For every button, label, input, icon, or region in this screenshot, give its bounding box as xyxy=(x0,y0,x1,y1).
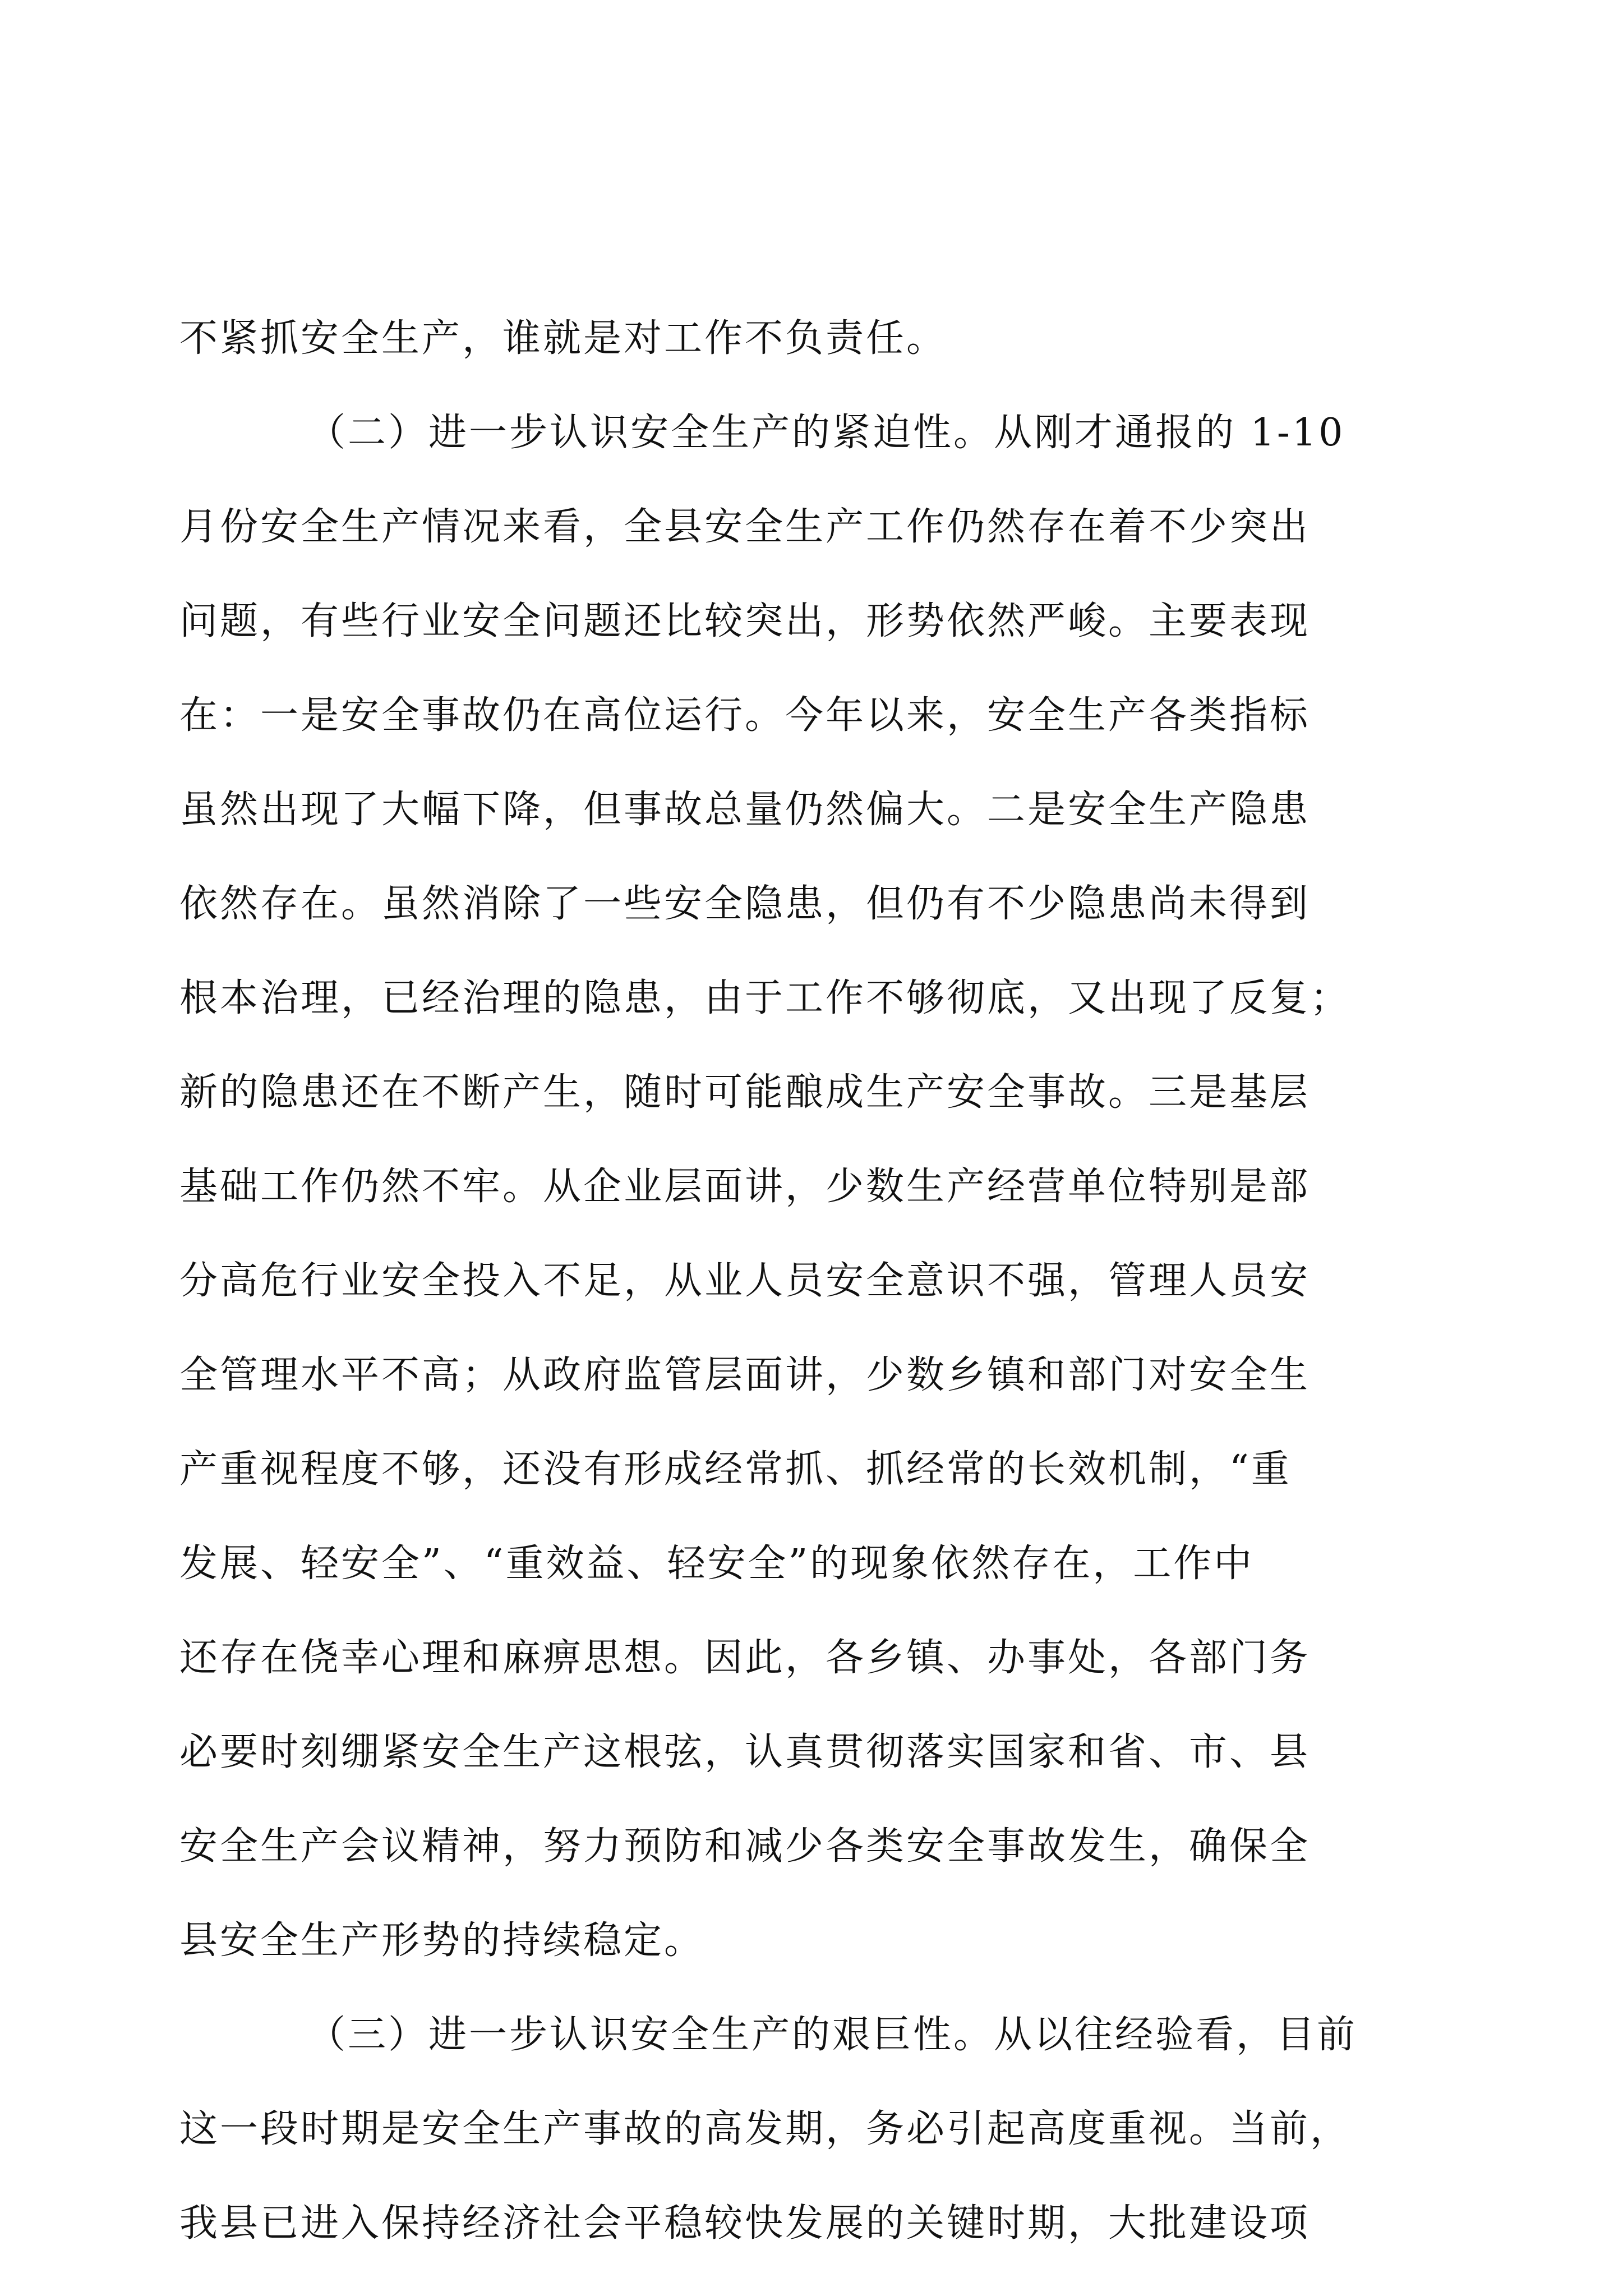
text-line-5: 在：一是安全事故仍在高位运行。今年以来，安全生产各类指标 xyxy=(179,693,1311,738)
text-line-17: 安全生产会议精神，努力预防和减少各类安全事故发生，确保全 xyxy=(179,1824,1311,1869)
text-line-20: 这一段时期是安全生产事故的高发期，务必引起高度重视。当前， xyxy=(179,2107,1351,2151)
text-line-7: 依然存在。虽然消除了一些安全隐患，但仍有不少隐患尚未得到 xyxy=(179,882,1311,926)
text-line-11: 分高危行业安全投入不足，从业人员安全意识不强，管理人员安 xyxy=(179,1259,1311,1303)
text-line-6: 虽然出现了大幅下降，但事故总量仍然偏大。二是安全生产隐患 xyxy=(179,788,1311,832)
text-line-15: 还存在侥幸心理和麻痹思想。因此，各乡镇、办事处，各部门务 xyxy=(179,1636,1311,1680)
text-line-1: 不紧抓安全生产，谁就是对工作不负责任。 xyxy=(179,316,947,361)
text-line-8: 根本治理，已经治理的隐患，由于工作不够彻底，又出现了反复； xyxy=(179,976,1351,1020)
text-line-3: 月份安全生产情况来看，全县安全生产工作仍然存在着不少突出 xyxy=(179,505,1311,549)
text-line-16: 必要时刻绷紧安全生产这根弦，认真贯彻落实国家和省、市、县 xyxy=(179,1730,1311,1774)
text-line-2: （二）进一步认识安全生产的紧迫性。从刚才通报的 1-10 xyxy=(307,411,1345,455)
text-line-10: 基础工作仍然不牢。从企业层面讲，少数生产经营单位特别是部 xyxy=(179,1165,1311,1209)
text-line-18: 县安全生产形势的持续稳定。 xyxy=(179,1918,705,1963)
text-line-9: 新的隐患还在不断产生，随时可能酿成生产安全事故。三是基层 xyxy=(179,1070,1311,1115)
text-line-21: 我县已进入保持经济社会平稳较快发展的关键时期，大批建设项 xyxy=(179,2201,1311,2246)
text-line-19: （三）进一步认识安全生产的艰巨性。从以往经验看，目前 xyxy=(307,2013,1358,2057)
text-line-4: 问题，有些行业安全问题还比较突出，形势依然严峻。主要表现 xyxy=(179,599,1311,643)
text-line-13: 产重视程度不够，还没有形成经常抓、抓经常的长效机制，“重 xyxy=(179,1447,1292,1492)
text-line-14: 发展、轻安全”、“重效益、轻安全”的现象依然存在，工作中 xyxy=(179,1542,1255,1586)
text-line-12: 全管理水平不高；从政府监管层面讲，少数乡镇和部门对安全生 xyxy=(179,1353,1311,1397)
